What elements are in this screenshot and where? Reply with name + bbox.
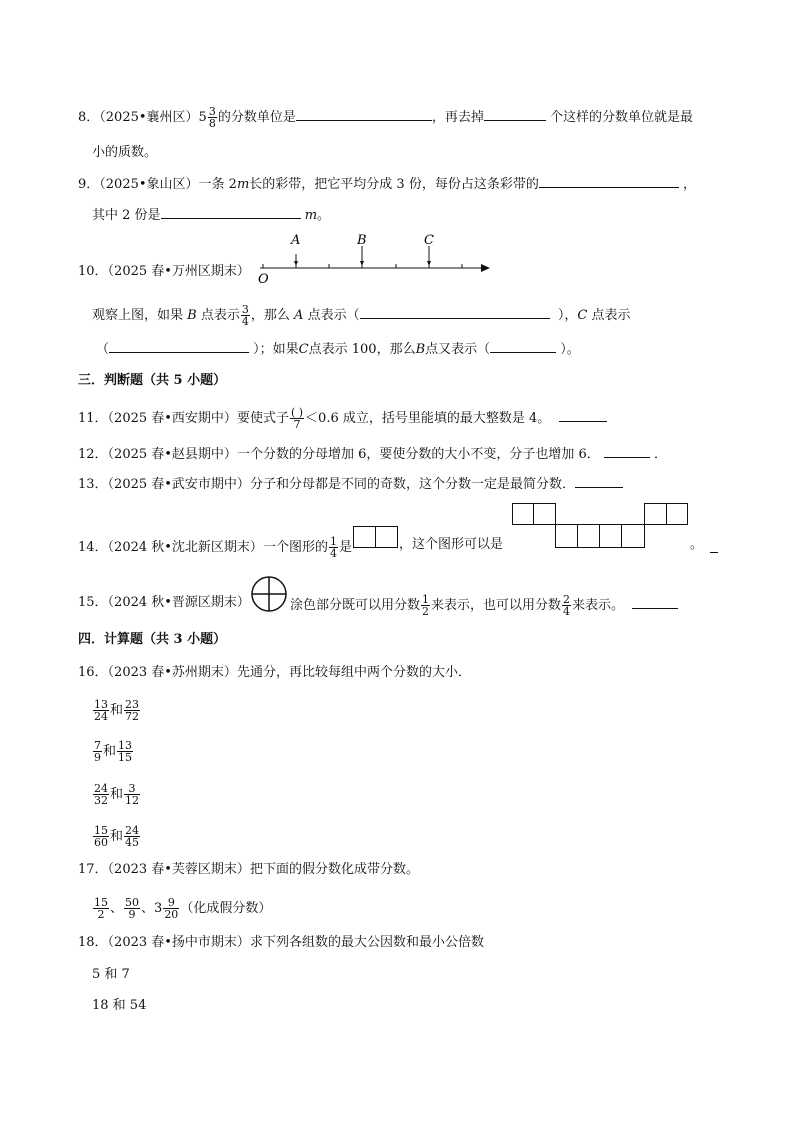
q14-fraction: $\frac{1}{4}$ bbox=[329, 535, 337, 560]
q15-fraction-2: $\frac{2}{4}$ bbox=[563, 593, 571, 618]
q15-text: 涂色部分既可以用分数 $\frac{1}{2}$ 来表示，也可以用分数 $\frac{2}{4}$ 来表示。 bbox=[290, 594, 678, 617]
q10-number: 10． bbox=[78, 264, 108, 279]
question-8 bbox=[78, 106, 693, 129]
q9-text-5: 。 bbox=[317, 208, 331, 223]
q17-fractions: $\frac{15}{2}$ 、 $\frac{50}{9}$ 、3 $\frac{9}{20}$ （化成假分数） bbox=[94, 896, 272, 921]
q8-mixed-whole: 5 bbox=[198, 110, 207, 125]
q12-answer-blank[interactable] bbox=[604, 445, 650, 458]
q11-answer-blank[interactable] bbox=[559, 409, 607, 422]
q16-pair-2: $\frac{7}{9}$ 和 $\frac{13}{15}$ bbox=[94, 739, 133, 764]
q15-answer-blank[interactable] bbox=[632, 596, 678, 609]
q9-source: （2025•象山区） bbox=[99, 177, 199, 192]
q9-text-2: 长的彩带，把它平均分成 3 份，每份占这条彩带的 bbox=[249, 177, 539, 192]
q13-answer-blank[interactable] bbox=[575, 475, 623, 488]
q8-number: 8． bbox=[78, 110, 100, 125]
section-3-heading: 三．判断题（共 5 小题） bbox=[78, 373, 227, 388]
question-11: 11．（2025 春•西安期中）要使式子 $\frac{( )}{7}$ ＜0.6 成立，括号里能填的最大整数是 4。 bbox=[78, 407, 607, 430]
q10-fraction: $\frac{3}{4}$ bbox=[241, 303, 249, 328]
q10-source: （2025 春•万州区期末） bbox=[107, 264, 250, 279]
q9-answer-blank-2[interactable] bbox=[161, 206, 301, 219]
section-4-heading: 四．计算题（共 3 小题） bbox=[78, 632, 227, 647]
label-b: B bbox=[357, 233, 367, 248]
q8-text-2: ，再去掉 bbox=[431, 110, 484, 125]
q16-pair-3: $\frac{24}{32}$ 和 $\frac{3}{12}$ bbox=[94, 782, 140, 807]
label-o: O bbox=[258, 272, 269, 286]
question-18: 18．（2023 春•扬中市期末）求下列各组数的最大公因数和最小公倍数 bbox=[78, 935, 484, 950]
q18-line-1: 5 和 7 bbox=[92, 967, 130, 982]
number-line-figure bbox=[250, 230, 500, 286]
question-16: 16．（2023 春•苏州期末）先通分，再比较每组中两个分数的大小． bbox=[78, 665, 471, 680]
q10-answer-blank-b[interactable] bbox=[490, 340, 556, 353]
question-17: 17．（2023 春•芙蓉区期末）把下面的假分数化成带分数。 bbox=[78, 862, 419, 877]
label-a: A bbox=[291, 233, 301, 248]
q8-answer-blank-1[interactable] bbox=[296, 108, 432, 121]
q8-answer-blank-2[interactable] bbox=[484, 108, 546, 121]
q9-line-2 bbox=[92, 206, 330, 225]
q10-answer-blank-c[interactable] bbox=[109, 340, 249, 353]
q8-text-1: 的分数单位是 bbox=[217, 110, 296, 125]
q9-text-3: ， bbox=[682, 177, 696, 192]
q9-text-1: 一条 2 bbox=[198, 177, 237, 192]
question-15: 15．（2024 秋•晋源区期末） bbox=[78, 595, 250, 610]
q10-line-2: 观察上图，如果 B 点表示 $\frac{3}{4}$ ，那么 A 点表示（ ），C 点表示 bbox=[92, 303, 631, 328]
q8-source: （2025•襄州区） bbox=[99, 110, 199, 125]
q14-answer-blank[interactable] bbox=[710, 540, 718, 553]
q8-text-4: 小的质数。 bbox=[92, 145, 158, 160]
q8-text-3: 个这样的分数单位就是最 bbox=[550, 110, 694, 125]
q11-fraction: $\frac{( )}{7}$ bbox=[290, 406, 304, 431]
q15-fraction-1: $\frac{1}{2}$ bbox=[422, 593, 430, 618]
shaded-circle-figure bbox=[249, 575, 289, 613]
question-12: 12．（2025 春•赵县期中）一个分数的分母增加 6，要使分数的大小不变，分子也增加 6． ． bbox=[78, 447, 668, 462]
q18-line-2: 18 和 54 bbox=[92, 998, 147, 1013]
q16-pair-1: $\frac{13}{24}$ 和 $\frac{23}{72}$ bbox=[94, 698, 140, 723]
q9-text-4: 其中 2 份是 bbox=[92, 208, 161, 223]
question-13: 13．（2025 春•武安市期中）分子和分母都是不同的奇数，这个分数一定是最简分数． bbox=[78, 475, 623, 494]
q10-line-3: （ ）；如果C点表示 100，那么B点又表示（ ）。 bbox=[96, 342, 580, 357]
question-9 bbox=[78, 175, 696, 194]
q8-fraction: $\frac{3}{8}$ bbox=[208, 105, 216, 130]
q9-unit-2: m bbox=[304, 208, 318, 223]
q14-period: 。 bbox=[690, 537, 704, 552]
question-10 bbox=[78, 263, 250, 281]
q9-number: 9． bbox=[78, 177, 100, 192]
q16-pair-4: $\frac{15}{60}$ 和 $\frac{24}{45}$ bbox=[94, 824, 140, 849]
q14-text-tail: ，这个图形可以是 bbox=[399, 537, 504, 552]
q10-answer-blank-a[interactable] bbox=[360, 306, 550, 319]
q9-answer-blank-1[interactable] bbox=[539, 175, 679, 188]
label-c: C bbox=[424, 233, 434, 248]
arrow-head-icon bbox=[481, 264, 490, 272]
q9-unit: m bbox=[236, 177, 250, 192]
question-14: 14．（2024 秋•沈北新区期末）一个图形的 $\frac{1}{4}$ 是 bbox=[78, 535, 352, 560]
